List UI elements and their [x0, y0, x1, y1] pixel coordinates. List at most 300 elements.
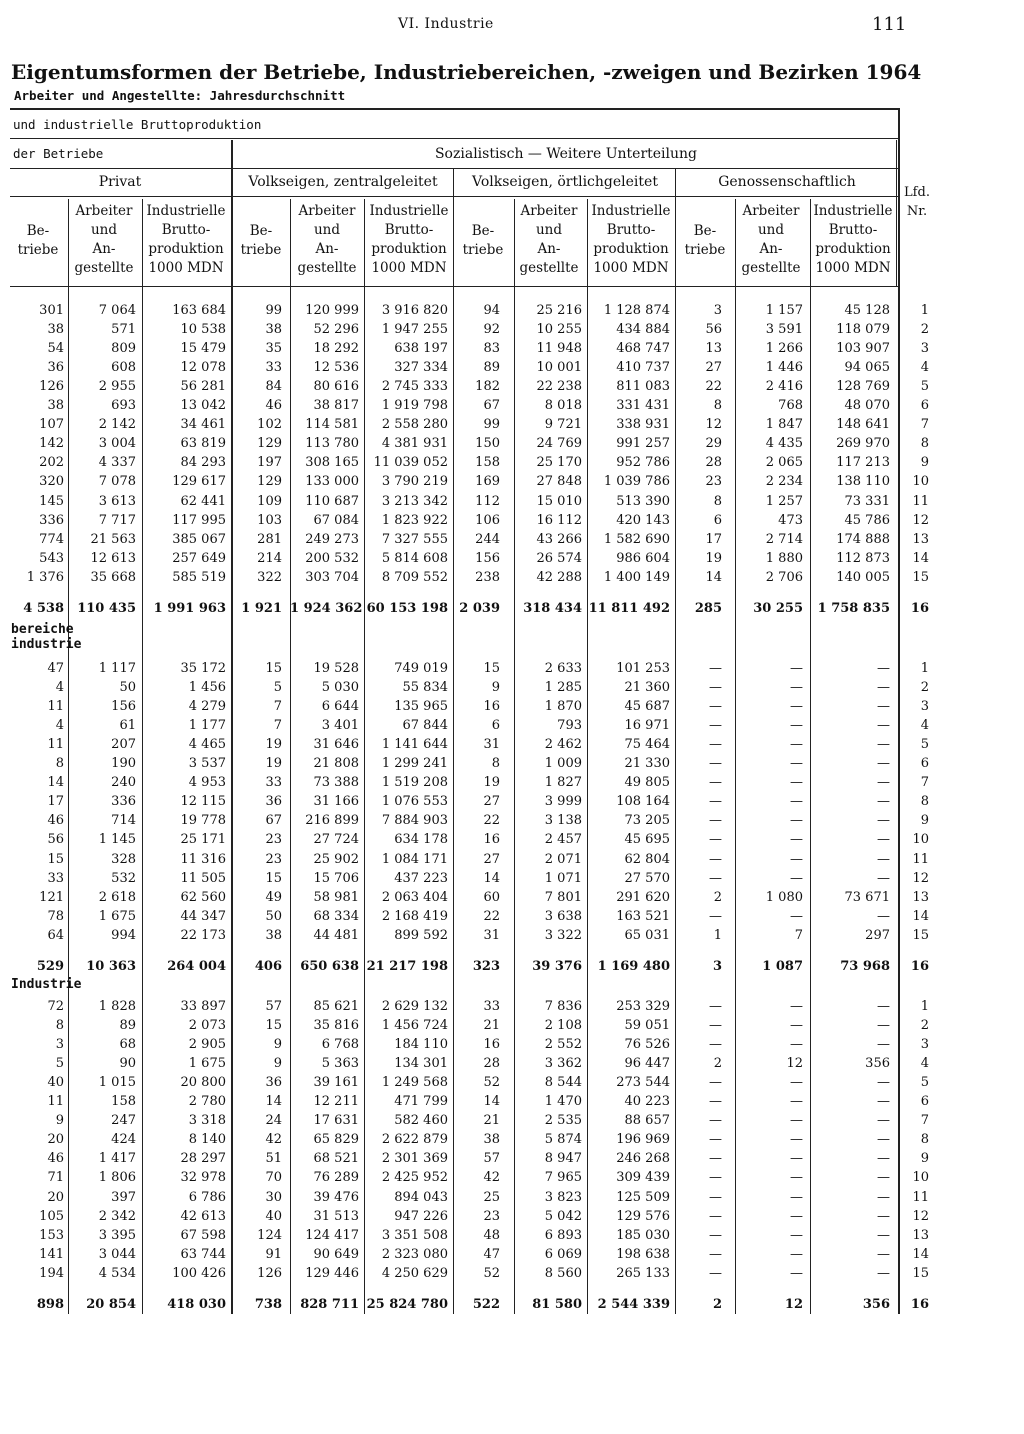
table-cell: 129	[257, 436, 282, 452]
table-cell: 63 819	[180, 436, 226, 452]
total-cell: 3	[712, 958, 722, 974]
table-cell: 103	[257, 512, 282, 528]
table-cell: 28 297	[180, 1151, 226, 1167]
table-cell: 94	[483, 303, 500, 318]
row-number: 13	[912, 1227, 929, 1243]
table-cell: —	[790, 775, 803, 791]
table-cell: —	[709, 1037, 722, 1053]
table-cell: 2 618	[98, 889, 136, 905]
brutto-header: 1000 MDN	[371, 260, 447, 276]
table-cell: 15 479	[180, 341, 226, 357]
betriebe-header: Be-	[249, 223, 273, 239]
table-cell: 47	[483, 1246, 500, 1262]
arbeiter-header: und	[757, 222, 785, 238]
table-cell: 126	[257, 1265, 282, 1281]
table-cell: 338 931	[616, 417, 670, 433]
table-cell: 78	[47, 908, 64, 924]
table-cell: 8 018	[544, 398, 582, 414]
table-cell: 1 417	[98, 1151, 136, 1167]
row-number: 7	[920, 775, 929, 791]
table-cell: 21 808	[313, 756, 359, 772]
table-cell: 7 717	[98, 512, 136, 528]
table-cell: —	[877, 680, 890, 696]
betriebe-header: triebe	[240, 242, 282, 258]
table-cell: —	[709, 1208, 722, 1224]
table-cell: 693	[111, 398, 136, 414]
table-cell: 39 476	[313, 1189, 359, 1205]
table-cell: 3 322	[544, 927, 582, 943]
table-cell: 582 460	[394, 1113, 448, 1129]
table-cell: 12 613	[90, 550, 136, 566]
table-cell: —	[709, 737, 722, 753]
table-cell: 336	[39, 512, 64, 528]
table-cell: 15	[265, 870, 282, 886]
row-number: 16	[910, 958, 929, 974]
table-cell: 6 893	[544, 1227, 582, 1243]
table-cell: 163 684	[172, 303, 226, 318]
header-rule	[10, 138, 900, 139]
table-cell: 3 613	[98, 493, 136, 509]
table-cell: 7 327 555	[381, 531, 448, 547]
total-cell: 2 039	[459, 600, 500, 616]
table-cell: 42 613	[180, 1208, 226, 1224]
table-cell: 1 084 171	[381, 851, 448, 867]
table-cell: 11 948	[536, 341, 582, 357]
table-cell: 45 128	[844, 303, 890, 318]
total-cell: 650 638	[300, 958, 359, 974]
row-number: 8	[920, 1132, 929, 1148]
table-cell: 9	[55, 1113, 64, 1129]
table-cell: 46	[47, 813, 64, 829]
table-cell: 68	[119, 1037, 136, 1053]
table-cell: 27	[483, 851, 500, 867]
table-cell: 156	[111, 699, 136, 715]
table-cell: —	[877, 813, 890, 829]
table-cell: 196 969	[616, 1132, 670, 1148]
brutto-header: Industrielle	[369, 203, 449, 219]
table-cell: 13	[705, 341, 722, 357]
total-cell: 898	[36, 1296, 64, 1312]
table-cell: 43 266	[536, 531, 582, 547]
total-cell: 1 169 480	[597, 958, 670, 974]
table-cell: 23	[265, 832, 282, 848]
table-cell: 105	[39, 1208, 64, 1224]
table-cell: 2 073	[188, 1018, 226, 1034]
table-cell: 257 649	[172, 550, 226, 566]
table-cell: 68 334	[313, 908, 359, 924]
table-cell: 1 117	[98, 661, 136, 676]
table-cell: 2 745 333	[381, 379, 448, 395]
table-cell: 2 071	[544, 851, 582, 867]
table-cell: 12 536	[313, 360, 359, 376]
table-cell: —	[790, 832, 803, 848]
total-cell: 323	[472, 958, 500, 974]
table-cell: 322	[257, 569, 282, 585]
table-cell: 2 462	[544, 737, 582, 753]
table-cell: 124 417	[305, 1227, 359, 1243]
table-cell: 273 544	[616, 1075, 670, 1091]
table-cell: 3 138	[544, 813, 582, 829]
table-cell: 19 778	[180, 813, 226, 829]
table-cell: 3 823	[544, 1189, 582, 1205]
table-cell: 1 145	[98, 832, 136, 848]
total-cell: 1 924 362	[290, 600, 363, 616]
table-cell: —	[877, 794, 890, 810]
table-cell: 128 769	[836, 379, 890, 395]
table-cell: 397	[111, 1189, 136, 1205]
table-cell: 2 425 952	[381, 1170, 448, 1186]
table-cell: 25 216	[536, 303, 582, 318]
table-cell: 16	[483, 832, 500, 848]
table-cell: —	[790, 1189, 803, 1205]
table-cell: 90	[119, 1056, 136, 1072]
table-cell: 113 780	[305, 436, 359, 452]
table-cell: 57	[483, 1151, 500, 1167]
table-cell: 31 646	[313, 737, 359, 753]
table-cell: 89	[483, 360, 500, 376]
table-cell: 125 509	[616, 1189, 670, 1205]
total-cell: 4 538	[23, 600, 64, 616]
table-cell: 19	[265, 756, 282, 772]
table-cell: —	[877, 1170, 890, 1186]
table-cell: 1 285	[544, 680, 582, 696]
table-cell: 303 704	[305, 569, 359, 585]
group-divider	[453, 168, 454, 1314]
table-cell: 15 010	[536, 493, 582, 509]
table-title: Eigentumsformen der Betriebe, Industriebereichen, -zweigen und Bezirken 1964	[11, 60, 922, 84]
table-cell: 20 800	[180, 1075, 226, 1091]
table-cell: 22	[705, 379, 722, 395]
table-cell: 129	[257, 474, 282, 490]
table-cell: 1 870	[544, 699, 582, 715]
table-cell: 2 558 280	[381, 417, 448, 433]
table-cell: —	[877, 1189, 890, 1205]
table-cell: 42	[483, 1170, 500, 1186]
table-cell: 63 744	[180, 1246, 226, 1262]
table-cell: 2 234	[765, 474, 803, 490]
table-cell: 25	[483, 1189, 500, 1205]
table-cell: 40	[47, 1075, 64, 1091]
row-number: 6	[920, 398, 929, 414]
table-cell: 17 631	[313, 1113, 359, 1129]
table-cell: 45 786	[844, 512, 890, 528]
table-cell: 46	[265, 398, 282, 414]
table-cell: 986 604	[616, 550, 670, 566]
table-cell: 19	[705, 550, 722, 566]
table-cell: 14	[265, 1094, 282, 1110]
table-cell: 471 799	[394, 1094, 448, 1110]
table-cell: 291 620	[616, 889, 670, 905]
header-rule-top	[10, 108, 900, 110]
row-number: 7	[920, 417, 929, 433]
table-cell: 10 538	[180, 322, 226, 338]
arbeiter-header: gestellte	[74, 260, 134, 276]
table-cell: 240	[111, 775, 136, 791]
table-cell: 320	[39, 474, 64, 490]
table-cell: 6	[491, 718, 500, 734]
table-cell: 62 441	[180, 493, 226, 509]
table-cell: —	[790, 851, 803, 867]
table-cell: 15	[265, 661, 282, 676]
row-number: 16	[910, 600, 929, 616]
table-cell: 36	[265, 1075, 282, 1091]
table-cell: 1 847	[765, 417, 803, 433]
table-cell: 6 069	[544, 1246, 582, 1262]
table-cell: 434 884	[616, 322, 670, 338]
table-cell: 1 675	[98, 908, 136, 924]
table-cell: 76 289	[313, 1170, 359, 1186]
table-cell: 21	[483, 1113, 500, 1129]
table-cell: 57	[265, 999, 282, 1014]
table-cell: 34 461	[180, 417, 226, 433]
table-cell: —	[877, 999, 890, 1014]
table-cell: 60	[483, 889, 500, 905]
table-cell: 65 031	[624, 927, 670, 943]
table-cell: 100 426	[172, 1265, 226, 1281]
table-cell: 1 157	[765, 303, 803, 318]
brutto-header: Brutto-	[606, 222, 656, 238]
table-cell: —	[877, 775, 890, 791]
table-cell: 62 804	[624, 851, 670, 867]
table-cell: 6	[713, 512, 722, 528]
table-cell: 52 296	[313, 322, 359, 338]
arbeiter-header: und	[313, 222, 341, 238]
total-cell: 20 854	[86, 1296, 136, 1312]
total-cell: 12	[784, 1296, 803, 1312]
betriebe-header: Be-	[693, 223, 717, 239]
table-cell: 21 330	[624, 756, 670, 772]
table-cell: 141	[39, 1246, 64, 1262]
row-number: 2	[920, 322, 929, 338]
table-cell: 70	[265, 1170, 282, 1186]
table-cell: 2 065	[765, 455, 803, 471]
table-cell: 15 706	[313, 870, 359, 886]
table-cell: 4 279	[188, 699, 226, 715]
total-cell: 418 030	[167, 1296, 226, 1312]
table-cell: —	[709, 870, 722, 886]
table-cell: 11	[47, 1094, 64, 1110]
table-cell: 23	[705, 474, 722, 490]
table-cell: 774	[39, 531, 64, 547]
table-cell: 5 814 608	[381, 550, 448, 566]
table-cell: 265 133	[616, 1265, 670, 1281]
table-cell: 80 616	[313, 379, 359, 395]
table-cell: 27	[483, 794, 500, 810]
table-cell: —	[790, 1037, 803, 1053]
table-cell: 2 168 419	[381, 908, 448, 924]
table-cell: 198 638	[616, 1246, 670, 1262]
table-cell: 19	[483, 775, 500, 791]
row-number: 9	[920, 813, 929, 829]
table-cell: 38	[265, 927, 282, 943]
table-cell: 44 347	[180, 908, 226, 924]
table-cell: 22 173	[180, 927, 226, 943]
total-cell: 356	[862, 1296, 890, 1312]
table-cell: 73 671	[844, 889, 890, 905]
table-cell: 153	[39, 1227, 64, 1243]
table-cell: 75 464	[624, 737, 670, 753]
row-number: 10	[912, 474, 929, 490]
table-cell: 28	[483, 1056, 500, 1072]
table-cell: —	[790, 1113, 803, 1129]
table-cell: —	[790, 1094, 803, 1110]
table-cell: 331 431	[616, 398, 670, 414]
table-cell: 7 078	[98, 474, 136, 490]
table-cell: 35 668	[90, 569, 136, 585]
table-cell: 38	[47, 322, 64, 338]
row-number: 7	[920, 1113, 929, 1129]
table-cell: —	[790, 661, 803, 676]
table-cell: —	[877, 718, 890, 734]
table-cell: —	[790, 1075, 803, 1091]
table-cell: —	[790, 756, 803, 772]
table-cell: 73 388	[313, 775, 359, 791]
table-cell: 749 019	[394, 661, 448, 676]
table-cell: 385 067	[172, 531, 226, 547]
table-cell: —	[877, 1151, 890, 1167]
table-cell: 309 439	[616, 1170, 670, 1186]
table-cell: —	[709, 1113, 722, 1129]
row-number: 11	[912, 493, 929, 509]
table-cell: 4 250 629	[381, 1265, 448, 1281]
brutto-header: 1000 MDN	[148, 260, 224, 276]
row-number: 4	[920, 360, 929, 376]
table-cell: 8 947	[544, 1151, 582, 1167]
row-number: 8	[920, 794, 929, 810]
row-number: 3	[920, 699, 929, 715]
table-cell: 117 995	[172, 512, 226, 528]
table-cell: 182	[475, 379, 500, 395]
table-cell: 85 621	[313, 999, 359, 1014]
table-cell: 46	[47, 1151, 64, 1167]
table-cell: —	[709, 1227, 722, 1243]
table-cell: 33	[483, 999, 500, 1014]
page-number: 111	[872, 14, 907, 35]
table-cell: —	[709, 999, 722, 1014]
table-cell: 16	[483, 1037, 500, 1053]
table-cell: 899 592	[394, 927, 448, 943]
total-cell: 1 758 835	[817, 600, 890, 616]
table-cell: 28	[705, 455, 722, 471]
column-rule	[896, 140, 897, 286]
brutto-header: produktion	[815, 241, 891, 257]
table-cell: —	[709, 775, 722, 791]
total-cell: 25 824 780	[366, 1296, 448, 1312]
table-cell: 20	[47, 1189, 64, 1205]
table-cell: 7	[794, 927, 803, 943]
table-cell: 194	[39, 1265, 64, 1281]
table-cell: —	[877, 756, 890, 772]
table-cell: —	[709, 1132, 722, 1148]
vz-header: Volkseigen, zentralgeleitet	[248, 174, 438, 190]
table-cell: 356	[865, 1056, 890, 1072]
table-cell: 140 005	[836, 569, 890, 585]
table-cell: 7 884 903	[381, 813, 448, 829]
table-cell: 2 142	[98, 417, 136, 433]
table-cell: 83	[483, 341, 500, 357]
table-cell: —	[877, 851, 890, 867]
table-cell: 59 051	[624, 1018, 670, 1034]
table-cell: 67 598	[180, 1227, 226, 1243]
table-cell: —	[709, 832, 722, 848]
row-number: 2	[920, 1018, 929, 1034]
table-cell: 117 213	[836, 455, 890, 471]
table-cell: —	[877, 1246, 890, 1262]
table-cell: 23	[265, 851, 282, 867]
total-cell: 73 968	[840, 958, 890, 974]
table-cell: 25 170	[536, 455, 582, 471]
table-cell: 25 171	[180, 832, 226, 848]
table-cell: 571	[111, 322, 136, 338]
table-cell: 49 805	[624, 775, 670, 791]
table-cell: 169	[475, 474, 500, 490]
total-cell: 30 255	[753, 600, 803, 616]
table-cell: 11 505	[180, 870, 226, 886]
table-cell: 216 899	[305, 813, 359, 829]
table-cell: 1 177	[188, 718, 226, 734]
table-cell: 2 706	[765, 569, 803, 585]
total-cell: 110 435	[77, 600, 136, 616]
table-cell: —	[877, 1075, 890, 1091]
table-cell: —	[709, 1018, 722, 1034]
table-cell: 184 110	[394, 1037, 448, 1053]
table-cell: —	[790, 1265, 803, 1281]
total-cell: 529	[36, 958, 64, 974]
table-cell: 40 223	[624, 1094, 670, 1110]
table-cell: 12	[786, 1056, 803, 1072]
table-cell: 424	[111, 1132, 136, 1148]
table-cell: 10 001	[536, 360, 582, 376]
table-cell: 19	[265, 737, 282, 753]
table-cell: 3	[55, 1037, 64, 1053]
table-cell: 33 897	[180, 999, 226, 1014]
table-cell: 2	[713, 1056, 722, 1072]
vo-header: Volkseigen, örtlichgeleitet	[472, 174, 658, 190]
arbeiter-header: An-	[315, 241, 339, 257]
table-cell: 35	[265, 341, 282, 357]
table-cell: —	[877, 870, 890, 886]
table-cell: 21 360	[624, 680, 670, 696]
table-cell: 7 965	[544, 1170, 582, 1186]
table-cell: 5 030	[321, 680, 359, 696]
table-cell: —	[709, 1170, 722, 1186]
table-cell: 1 257	[765, 493, 803, 509]
table-cell: 145	[39, 493, 64, 509]
total-cell: 2 544 339	[597, 1296, 670, 1312]
table-cell: 1 141 644	[381, 737, 448, 753]
lfd-label: Lfd.	[904, 185, 930, 200]
table-cell: —	[877, 1132, 890, 1148]
table-cell: 3 362	[544, 1056, 582, 1072]
total-cell: 318 434	[523, 600, 582, 616]
row-number: 15	[912, 1265, 929, 1281]
table-cell: 48 070	[844, 398, 890, 414]
table-cell: 45 687	[624, 699, 670, 715]
table-cell: 7 064	[98, 303, 136, 318]
table-cell: 27 848	[536, 474, 582, 490]
table-cell: 38 817	[313, 398, 359, 414]
row-number: 4	[920, 718, 929, 734]
table-cell: 1 806	[98, 1170, 136, 1186]
table-cell: 1 823 922	[381, 512, 448, 528]
brutto-header: produktion	[593, 241, 669, 257]
table-cell: 1 080	[765, 889, 803, 905]
table-cell: 51	[265, 1151, 282, 1167]
table-cell: 3 916 820	[381, 303, 448, 318]
table-cell: 21	[483, 1018, 500, 1034]
total-cell: 21 217 198	[366, 958, 448, 974]
table-cell: 768	[778, 398, 803, 414]
